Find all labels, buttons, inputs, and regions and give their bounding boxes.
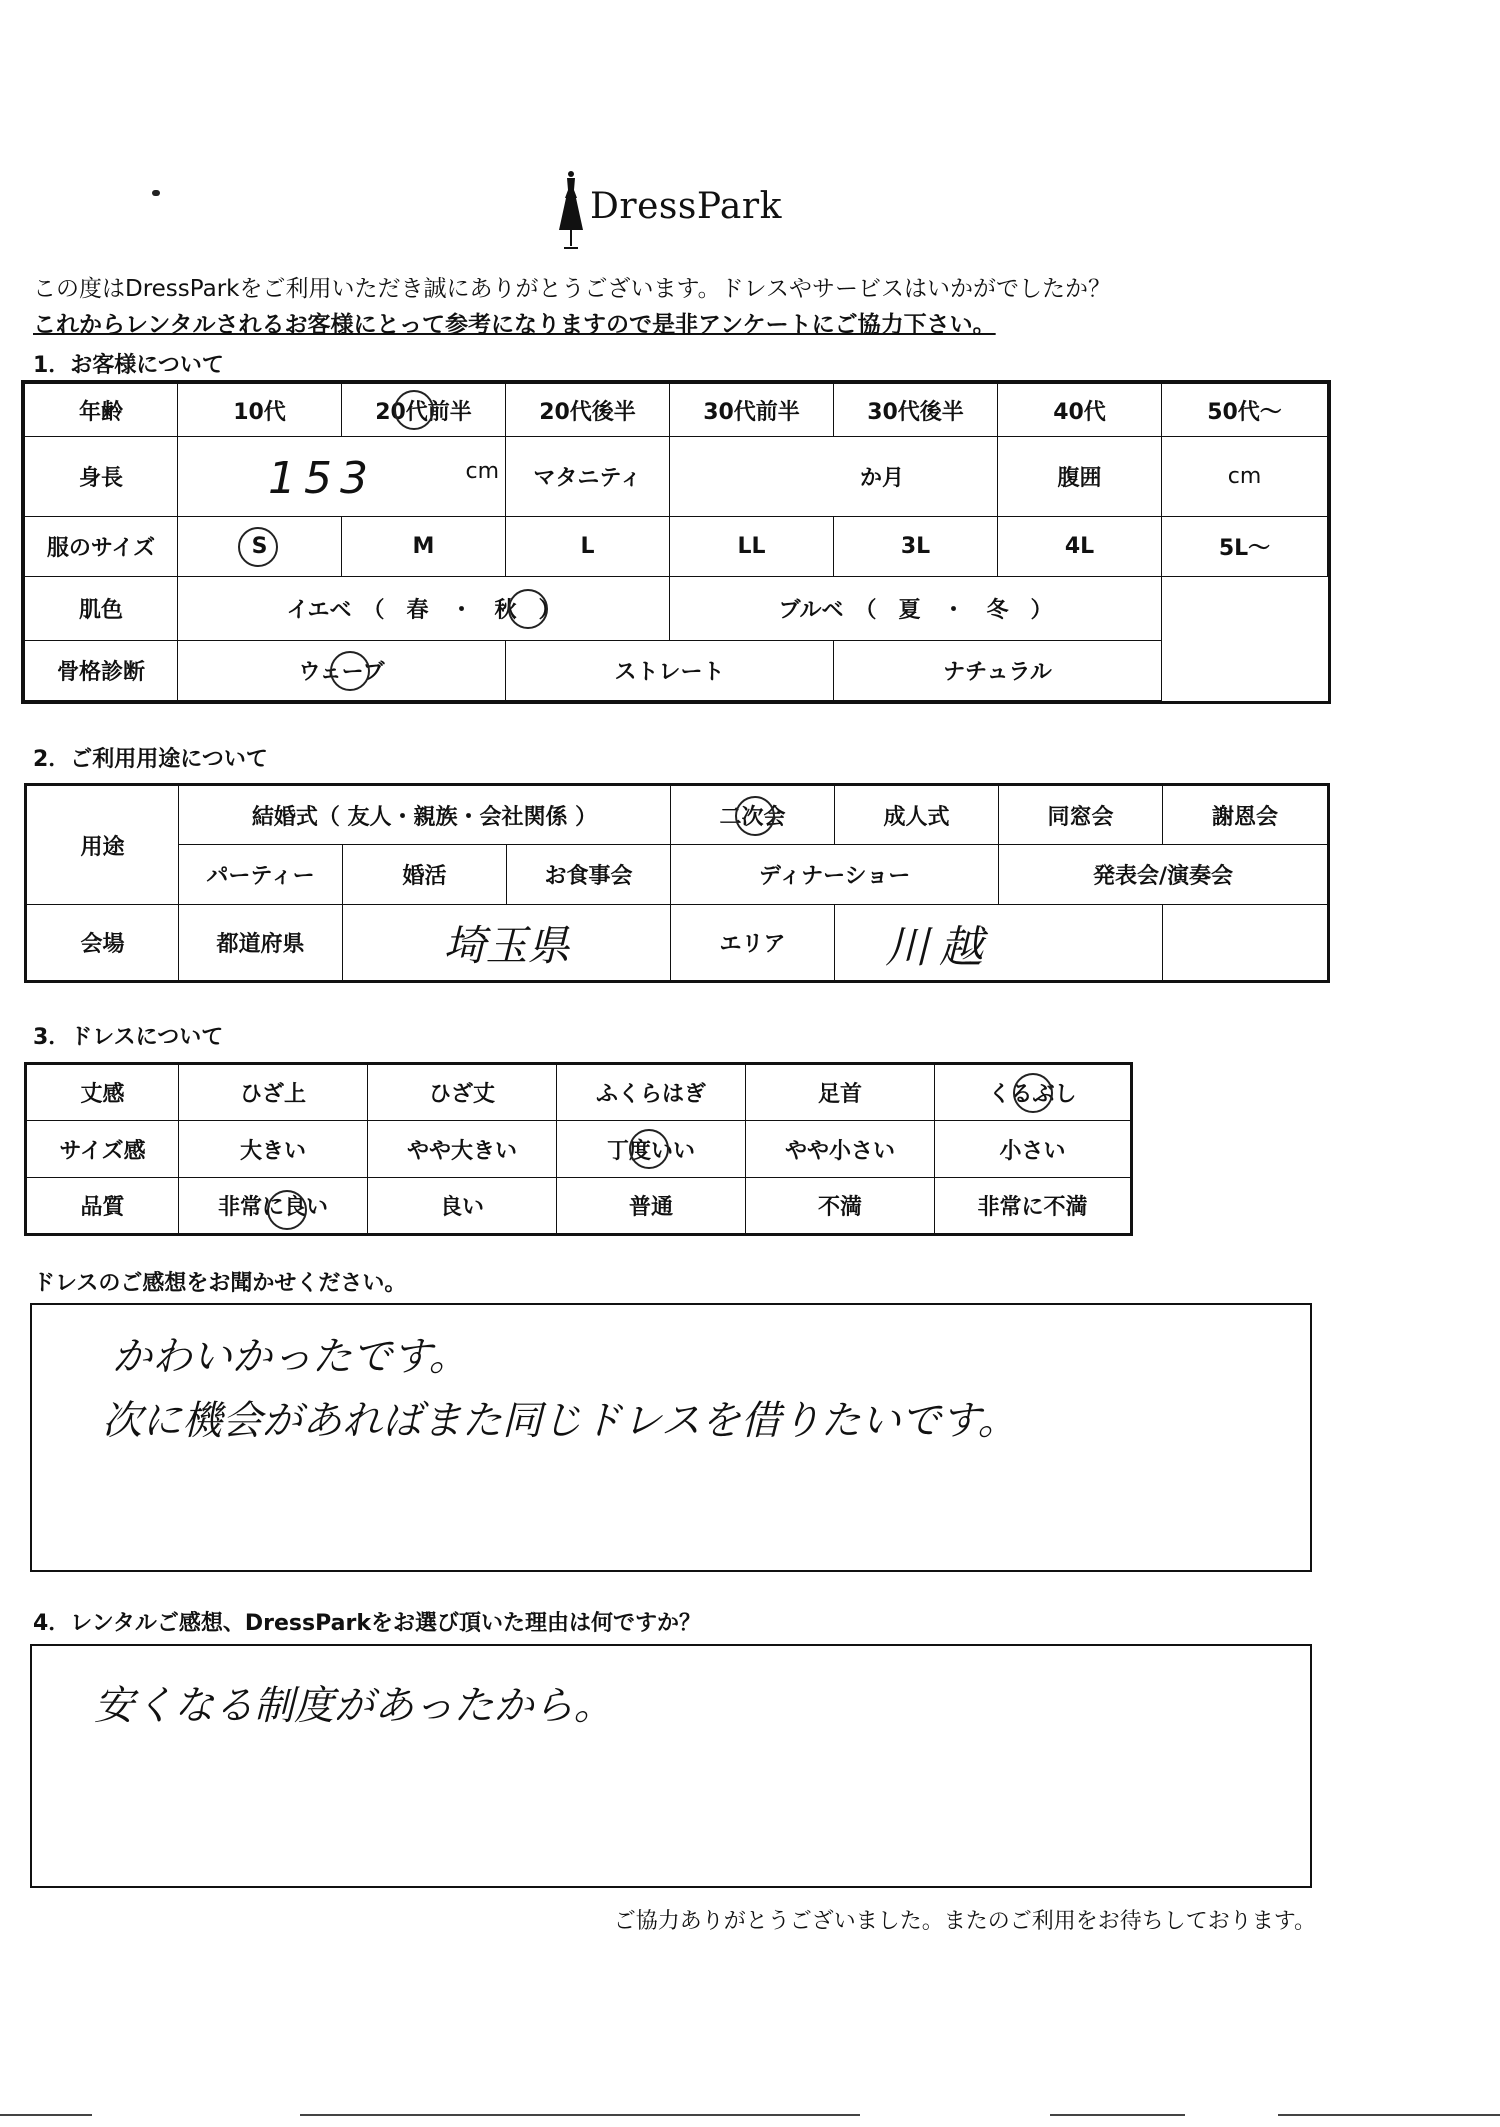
usage-option[interactable]: お食事会 (507, 845, 671, 905)
intro-line-1: この度はDressParkをご利用いただき誠にありがとうございます。ドレスやサービスはいかがでしたか？ (33, 276, 1111, 302)
size-option[interactable]: 4L (998, 517, 1162, 577)
age-option-label: 20代前半 (375, 399, 472, 425)
usage-option[interactable]: パーティー (179, 845, 343, 905)
quality-label: 品質 (26, 1178, 179, 1235)
skin-row (25, 577, 1328, 641)
usage-row-2 (26, 845, 1329, 905)
scan-speck (152, 190, 160, 196)
selection-circle (629, 1129, 669, 1169)
intro-line-2: これからレンタルされるお客様にとって参考になりますので是非アンケートにご協力下さい。 (33, 312, 996, 338)
height-value: 153 (268, 453, 376, 504)
fit-option[interactable]: 小さい (935, 1121, 1132, 1178)
frame-option-selected[interactable] (178, 641, 506, 701)
empty-cell (1163, 905, 1329, 982)
fit-option-label: 丁度いい (606, 1138, 695, 1164)
yellow-base-label: イエベ （ 春 ・ 秋 ） (286, 598, 561, 623)
fit-row (26, 1121, 1132, 1178)
length-option-selected[interactable] (935, 1064, 1132, 1121)
reason-answer: 安くなる制度があったから。 (94, 1683, 614, 1729)
scan-edge-line (1278, 2114, 1500, 2116)
age-option[interactable]: 30代前半 (670, 384, 834, 437)
comment-line-1: かわいかったです。 (112, 1334, 469, 1380)
usage-option[interactable]: ディナーショー (671, 845, 999, 905)
frame-option-label: ウェーブ (298, 660, 385, 685)
selection-circle (330, 651, 370, 691)
length-row (26, 1064, 1132, 1121)
length-option[interactable]: ひざ上 (179, 1064, 368, 1121)
size-label: 服のサイズ (25, 517, 178, 577)
brand-name: DressPark (590, 186, 782, 227)
scan-edge-line (300, 2114, 860, 2116)
height-row (25, 437, 1328, 517)
section-3-title: 3．ドレスについて (33, 1025, 224, 1050)
empty-cell (1162, 641, 1328, 701)
selection-circle (267, 1190, 307, 1230)
quality-option-label: 非常に良い (217, 1195, 328, 1220)
size-option[interactable]: LL (670, 517, 834, 577)
usage-option[interactable]: 婚活 (343, 845, 507, 905)
length-option[interactable]: 足首 (746, 1064, 935, 1121)
frame-option[interactable]: ナチュラル (834, 641, 1162, 701)
usage-option-label: 二次会 (719, 804, 786, 830)
customer-table (24, 383, 1328, 701)
usage-option[interactable]: 結婚式（ 友人・親族・会社関係 ） (179, 785, 671, 845)
footer-thanks: ご協力ありがとうございました。またのご利用をお待ちしております。 (613, 1909, 1316, 1934)
waist-label: 腹囲 (998, 437, 1162, 517)
area-value: 川越 (885, 921, 994, 973)
prefecture-field[interactable] (343, 905, 671, 982)
size-row (25, 517, 1328, 577)
skin-label: 肌色 (25, 577, 178, 641)
reason-box[interactable] (30, 1644, 1312, 1888)
length-option[interactable]: ふくらはぎ (557, 1064, 746, 1121)
size-option-label: S (251, 534, 268, 559)
section-1-title: 1．お客様について (33, 353, 224, 378)
quality-option[interactable]: 普通 (557, 1178, 746, 1235)
waist-unit: cm (1227, 464, 1262, 489)
waist-field[interactable] (1162, 437, 1328, 517)
age-option[interactable]: 20代後半 (506, 384, 670, 437)
selection-circle (1013, 1073, 1053, 1113)
age-row (25, 384, 1328, 437)
fit-option[interactable]: やや大きい (368, 1121, 557, 1178)
dress-comment-box[interactable] (30, 1303, 1312, 1572)
area-label: エリア (671, 905, 835, 982)
quality-option[interactable]: 非常に不満 (935, 1178, 1132, 1235)
section-4-title: 4．レンタルご感想、DressParkをお選び頂いた理由は何ですか？ (33, 1611, 701, 1636)
dress-icon (556, 168, 586, 254)
fit-option[interactable]: やや小さい (746, 1121, 935, 1178)
maternity-label: マタニティ (506, 437, 670, 517)
area-field[interactable] (835, 905, 1163, 982)
prefecture-value: 埼玉県 (443, 920, 570, 970)
selection-circle (238, 527, 278, 567)
size-option[interactable]: M (342, 517, 506, 577)
age-option[interactable]: 50代～ (1162, 384, 1328, 437)
venue-label: 会場 (26, 905, 179, 982)
age-option[interactable]: 40代 (998, 384, 1162, 437)
maternity-field[interactable] (670, 437, 998, 517)
blue-base-option[interactable]: ブルベ （ 夏 ・ 冬 ） (670, 577, 1162, 641)
fit-option[interactable]: 大きい (179, 1121, 368, 1178)
empty-cell (1162, 577, 1328, 641)
quality-option-selected[interactable] (179, 1178, 368, 1235)
selection-circle (735, 796, 775, 836)
size-option[interactable]: L (506, 517, 670, 577)
venue-row (26, 905, 1329, 982)
fit-label: サイズ感 (26, 1121, 179, 1178)
age-option[interactable]: 30代後半 (834, 384, 998, 437)
quality-option[interactable]: 良い (368, 1178, 557, 1235)
scan-edge-line (1050, 2114, 1185, 2116)
frame-label: 骨格診断 (25, 641, 178, 701)
height-label: 身長 (25, 437, 178, 517)
prefecture-label: 都道府県 (179, 905, 343, 982)
age-option-selected[interactable] (342, 384, 506, 437)
comment-line-2: 次に機会があればまた同じドレスを借りたいです。 (102, 1398, 1018, 1444)
quality-option[interactable]: 不満 (746, 1178, 935, 1235)
dress-table (24, 1062, 1133, 1236)
comment-prompt: ドレスのご感想をお聞かせください。 (33, 1271, 407, 1296)
size-option-selected[interactable] (178, 517, 342, 577)
selection-circle (508, 589, 548, 629)
frame-row (25, 641, 1328, 701)
size-option[interactable]: 3L (834, 517, 998, 577)
usage-option[interactable]: 同窓会 (999, 785, 1163, 845)
usage-option[interactable]: 成人式 (835, 785, 999, 845)
usage-row-1 (26, 785, 1329, 845)
size-option[interactable]: 5L～ (1162, 517, 1328, 577)
usage-option[interactable]: 発表会/演奏会 (999, 845, 1329, 905)
usage-label: 用途 (26, 785, 179, 905)
length-option[interactable]: ひざ丈 (368, 1064, 557, 1121)
selection-circle (394, 390, 434, 430)
age-label: 年齢 (25, 384, 178, 437)
maternity-unit: か月 (860, 466, 905, 491)
quality-row (26, 1178, 1132, 1235)
scan-edge-line (0, 2114, 92, 2116)
fit-option-selected[interactable] (557, 1121, 746, 1178)
age-option[interactable]: 10代 (178, 384, 342, 437)
brand-logo (556, 168, 806, 254)
usage-option-selected[interactable] (671, 785, 835, 845)
height-field[interactable] (178, 437, 506, 517)
height-unit: cm (465, 459, 499, 484)
section-2-title: 2．ご利用用途について (33, 747, 268, 772)
length-option-label: くるぶし (988, 1082, 1077, 1107)
yellow-base-option[interactable] (178, 577, 670, 641)
usage-table (24, 783, 1330, 983)
usage-option[interactable]: 謝恩会 (1163, 785, 1329, 845)
frame-option[interactable]: ストレート (506, 641, 834, 701)
length-label: 丈感 (26, 1064, 179, 1121)
